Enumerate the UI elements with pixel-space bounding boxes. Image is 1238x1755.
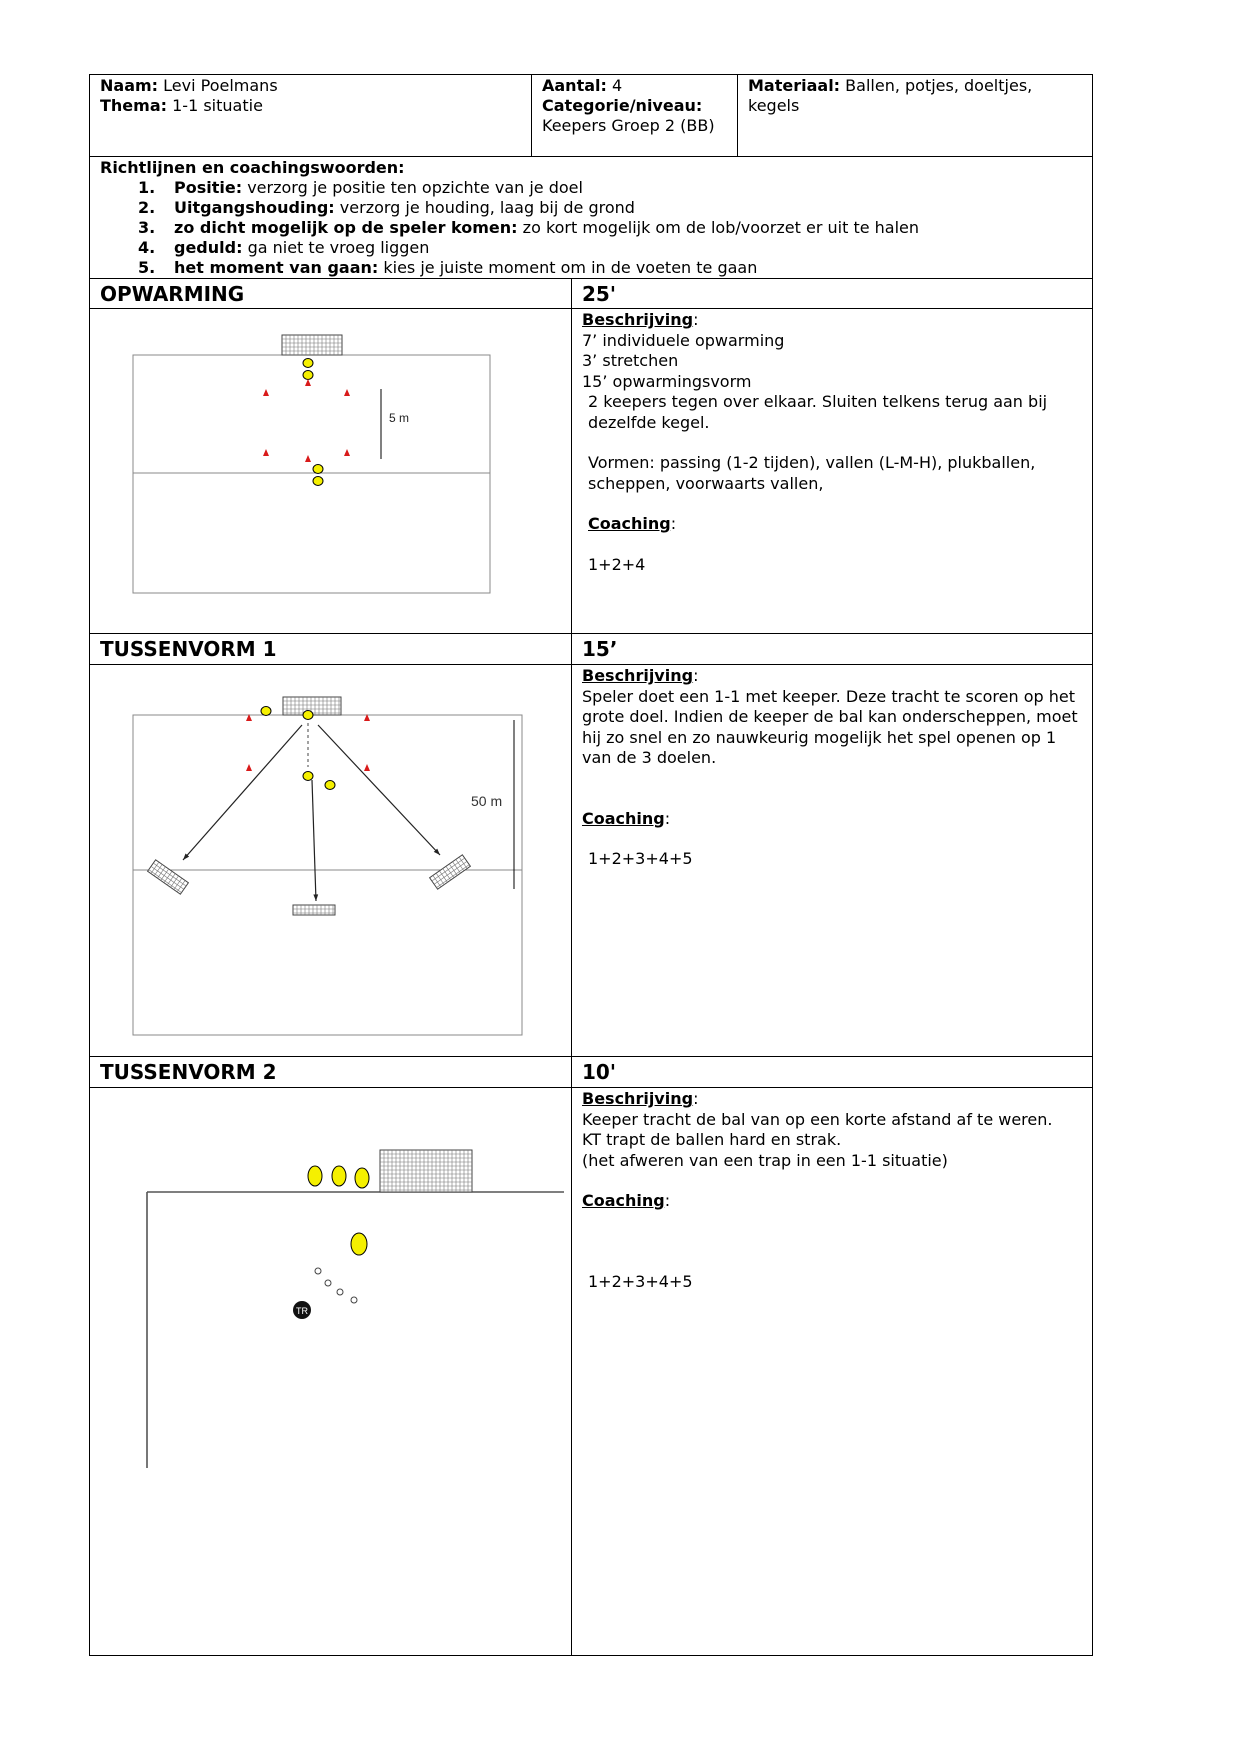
player-marker [303,711,313,720]
player-marker [261,707,271,716]
training-sheet [89,74,1093,1656]
description-line: Vormen: passing (1-2 tijden), vallen (L-M-H), plukballen, scheppen, voorwaarts vallen, [588,453,1036,493]
description-line: 15’ opwarmingsvorm [582,371,752,391]
thema-value: 1-1 situatie [172,96,263,115]
guideline-number: 5. [138,258,156,277]
cone-marker [344,449,350,456]
player-marker [325,781,335,790]
guideline-term: Uitgangshouding: [174,198,335,217]
diagram-cell [90,665,572,1056]
coaching-label: Coaching [582,808,665,828]
section-title-row [90,1057,1092,1088]
distance-label: 5 m [389,411,410,425]
section-duration: 10' [582,1060,616,1084]
goal [148,860,189,894]
description-cell: Beschrijving: Keeper tracht de bal van op een korte afstand af te weren. KT trapt de ballen hard en strak. (het afweren van een trap in een 1-1 situatie) Coaching: 1+2+3+4+5 [572,1088,1092,1655]
coaching-label: Coaching [588,514,671,533]
goal [293,905,335,915]
arrow-line [183,725,302,860]
player-marker [303,371,313,380]
aantal-value: 4 [612,76,623,95]
distance-label: 50 m [471,793,503,809]
field-outline [133,715,522,1035]
description-line: KT trapt de ballen hard en strak. [582,1130,842,1149]
naam-label: Naam: [100,76,159,95]
tussenvorm2-diagram [90,1088,570,1653]
guideline-text: ga niet te vroeg liggen [247,238,430,257]
beschrijving-label: Beschrijving [582,1089,694,1108]
section-body-row [90,309,1092,634]
aantal-cell [532,75,738,156]
section-title-row [90,634,1092,665]
guideline-number: 4. [138,238,156,257]
goal [380,1150,472,1192]
guideline-number: 2. [138,198,156,217]
ball-marker [337,1289,343,1295]
player-marker [355,1168,369,1188]
player-marker [332,1166,346,1186]
coaching-value: 1+2+3+4+5 [588,1271,693,1291]
coaching-value: 1+2+4 [588,554,646,574]
description-cell: Beschrijving: Speler doet een 1-1 met keeper. Deze tracht te scoren op het grote doel. Indien de keeper de bal kan onderscheppen, moet hij zo snel en zo nauwkeurig mogelijk het spel openen op 1 van de 3 doelen. Coaching: 1+2+3+4+5 [572,665,1092,1056]
ball-marker [351,1297,357,1303]
materiaal-value: Ballen, potjes, doeltjes, kegels [748,76,1033,115]
cone-marker [263,389,269,396]
description-cell: Beschrijving: 7’ individuele opwarming 3’ stretchen 15’ opwarmingsvorm 2 keepers tegen over elkaar. Sluiten telkens terug aan bij dezelfde kegel. Vormen: passing (1-2 tijden), vallen (L-M-H), plukballen, scheppen, voorwaarts vallen, Coaching: 1+2+4 [572,309,1092,633]
goal [282,335,342,355]
description-line: (het afweren van een trap in een 1-1 situatie) [582,1150,948,1170]
guideline-term: geduld: [174,238,243,257]
coaching-value: 1+2+3+4+5 [588,849,693,868]
trainer-label: TR [296,1306,308,1316]
diagram-cell [90,309,572,633]
section-duration: 25' [582,282,616,306]
beschrijving-label: Beschrijving [582,666,694,685]
player-marker [313,465,323,474]
field-outline [133,355,490,593]
guideline-term: zo dicht mogelijk op de speler komen: [174,218,518,237]
aantal-label: Aantal: [542,76,607,95]
guidelines-title: Richtlijnen en coachingswoorden: [100,158,405,177]
guidelines-list [100,178,1082,278]
player-marker [351,1233,367,1255]
diagram-cell [90,1088,572,1655]
guideline-item [100,238,1082,258]
description-line: Keeper tracht de bal van op een korte afstand af te weren. [582,1109,1053,1129]
opwarming-diagram [90,309,570,632]
player-marker [313,477,323,486]
description-line: 7’ individuele opwarming [582,330,785,350]
naam-thema-cell [90,75,532,156]
guideline-term: het moment van gaan: [174,258,379,277]
section-body-row [90,1088,1092,1655]
guideline-text: kies je juiste moment om in de voeten te gaan [383,258,758,277]
cone-marker [364,764,370,771]
naam-value: Levi Poelmans [163,76,278,95]
guideline-item [100,178,1082,198]
beschrijving-label: Beschrijving [582,310,694,329]
cone-marker [263,449,269,456]
guideline-item [100,198,1082,218]
section-duration: 15’ [582,637,618,661]
guideline-text: verzorg je houding, laag bij de grond [339,198,635,217]
cone-marker [305,455,311,462]
arrow-line [312,780,316,901]
cone-marker [305,379,311,386]
guideline-item [100,258,1082,278]
arrow-head [313,894,318,901]
section-title: TUSSENVORM 1 [90,634,572,664]
player-marker [303,359,313,368]
description-line: 2 keepers tegen over elkaar. Sluiten telkens terug aan bij dezelfde kegel. [588,392,1048,432]
guideline-number: 1. [138,178,156,197]
section-body-row [90,665,1092,1057]
categorie-label: Categorie/niveau: [542,96,703,115]
player-marker [303,772,313,781]
section-title: TUSSENVORM 2 [90,1057,572,1087]
thema-label: Thema: [100,96,168,115]
goal [430,855,471,889]
guideline-number: 3. [138,218,156,237]
header-row [90,75,1092,157]
cone-marker [246,764,252,771]
guidelines-row [90,157,1092,279]
coaching-label: Coaching [582,1191,665,1210]
guideline-term: Positie: [174,178,243,197]
guideline-text: zo kort mogelijk om de lob/voorzet er uit te halen [522,218,920,237]
player-marker [308,1166,322,1186]
materiaal-cell [738,75,1092,156]
categorie-value: Keepers Groep 2 (BB) [542,116,715,135]
guideline-item [100,218,1082,238]
description-line: 3’ stretchen [582,351,679,370]
ball-marker [315,1268,321,1274]
section-title: OPWARMING [90,279,572,308]
guidelines-cell [90,157,1092,278]
tussenvorm1-diagram [90,665,570,1055]
ball-marker [325,1280,331,1286]
description-text: Speler doet een 1-1 met keeper. Deze tracht te scoren op het grote doel. Indien de keeper de bal kan onderscheppen, moet hij zo snel en zo nauwkeurig mogelijk het spel openen op 1 van de 3 doelen. [582,686,1078,767]
materiaal-label: Materiaal: [748,76,841,95]
guideline-text: verzorg je positie ten opzichte van je doel [247,178,583,197]
arrow-line [318,725,440,855]
cone-marker [344,389,350,396]
section-title-row [90,279,1092,309]
